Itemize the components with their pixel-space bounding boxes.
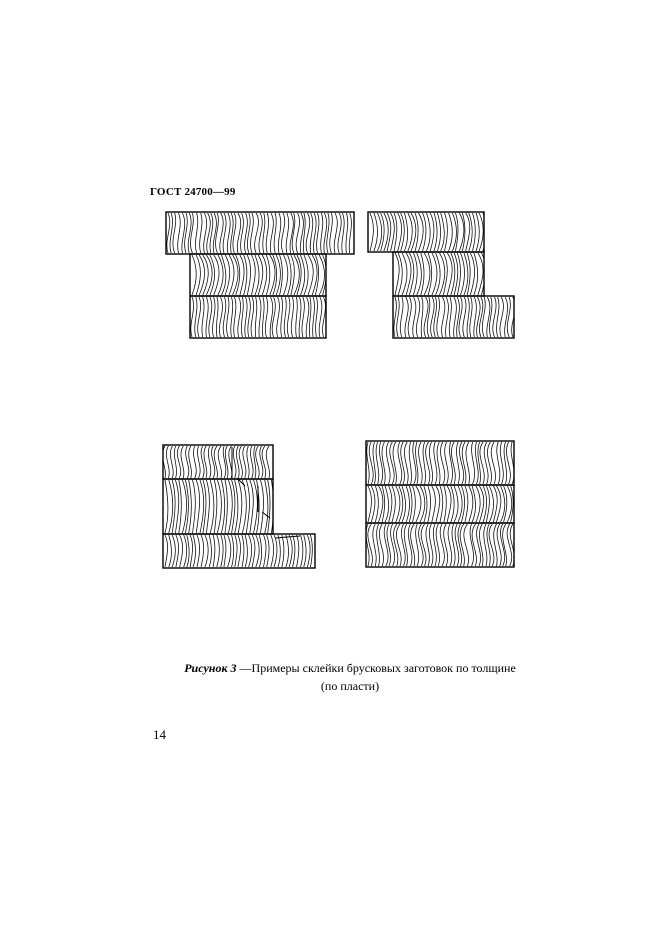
figure-caption [150,659,550,695]
panel-top-right-glued-stack [368,212,515,338]
board [163,479,274,534]
document-header: ГОСТ 24700—99 [150,186,236,198]
board [163,534,315,568]
caption-line-2: (по пласти) [320,679,380,693]
caption-line-1 [150,659,550,677]
board [368,212,487,252]
board [190,254,326,296]
board [393,296,515,338]
board [190,296,326,338]
panel-bottom-right-glued-stack [366,441,514,567]
caption-label: Рисунок 3 [184,661,237,675]
board [366,485,514,523]
board [393,252,486,296]
page-number: 14 [153,727,166,742]
caption-text: —Примеры склейки брусковых заготовок по толщине [236,661,516,675]
panel-bottom-left-glued-stack [162,445,315,568]
board [166,212,354,254]
board [162,445,273,479]
panel-top-left-glued-stack [166,212,354,338]
board [366,523,514,567]
joint-line [262,512,270,518]
board [366,441,514,485]
